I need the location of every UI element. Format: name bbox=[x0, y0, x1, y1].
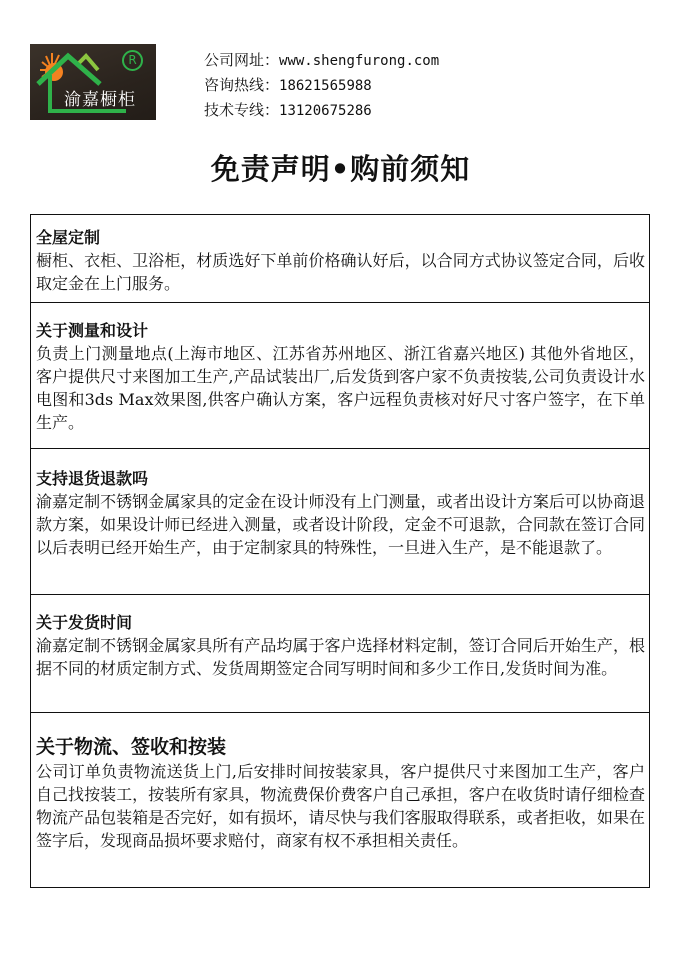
logo-brand-name: 渝嘉橱柜 bbox=[64, 90, 136, 110]
section-measure-design bbox=[31, 303, 649, 449]
contact-label: 技术专线： bbox=[204, 101, 280, 119]
contact-website bbox=[204, 48, 439, 73]
section-title: 全屋定制 bbox=[36, 228, 101, 247]
section-body: 负责上门测量地点(上海市地区、江苏省苏州地区、浙江省嘉兴地区) 其他外省地区，客户提供尺寸来图加工生产,产品试装出厂,后发货到客户家不负责按装,公司负责设计水电图和3ds Max效果图,供客户确认方案，客户远程负责核对好尺寸客户签字，在下单生产。 bbox=[36, 344, 645, 432]
hotline-number: 18621565988 bbox=[279, 78, 372, 94]
section-body: 渝嘉定制不锈钢金属家具所有产品均属于客户选择材料定制，签订合同后开始生产，根据不同的材质定制方式、发货周期签定合同写明时间和多少工作日,发货时间为准。 bbox=[36, 636, 645, 678]
contact-hotline bbox=[204, 73, 439, 98]
section-logistics-installation bbox=[31, 713, 649, 887]
contact-info bbox=[204, 48, 439, 123]
website-link[interactable]: www.shengfurong.com bbox=[279, 53, 440, 69]
section-whole-house-custom bbox=[31, 215, 649, 303]
company-logo bbox=[30, 44, 156, 120]
tech-line-number: 13120675286 bbox=[279, 103, 372, 119]
section-body: 公司订单负责物流送货上门,后安排时间按装家具，客户提供尺寸来图加工生产，客户自己找按装工，按装所有家具，物流费保价费客户自己承担，客户在收货时请仔细检查物流产品包装箱是否完好，如有损坏，请尽快与我们客服取得联系，或者拒收，如果在签字后，发现商品损坏要求赔付，商家有权不承担相关责任。 bbox=[36, 762, 645, 850]
section-title: 关于物流、签收和按装 bbox=[36, 736, 227, 758]
section-returns-refunds bbox=[31, 449, 649, 595]
registered-trademark-icon: R bbox=[122, 50, 143, 71]
contact-label: 咨询热线： bbox=[204, 76, 280, 94]
contact-tech-line bbox=[204, 98, 439, 123]
section-body: 渝嘉定制不锈钢金属家具的定金在设计师没有上门测量，或者出设计方案后可以协商退款方案，如果设计师已经进入测量，或者设计阶段，定金不可退款，合同款在签订合同以后表明已经开始生产，由于定制家具的特殊性，一旦进入生产，是不能退款了。 bbox=[36, 492, 645, 557]
section-title: 关于测量和设计 bbox=[36, 321, 149, 340]
section-title: 关于发货时间 bbox=[36, 613, 133, 632]
section-shipping-time bbox=[31, 595, 649, 713]
section-body: 橱柜、衣柜、卫浴柜，材质选好下单前价格确认好后，以合同方式协议签定合同，后收取定金在上门服务。 bbox=[36, 251, 645, 293]
section-title: 支持退货退款吗 bbox=[36, 469, 149, 488]
page-title: 免责声明•购前须知 bbox=[210, 152, 471, 186]
disclaimer-table bbox=[30, 214, 650, 888]
contact-label: 公司网址： bbox=[204, 51, 280, 69]
